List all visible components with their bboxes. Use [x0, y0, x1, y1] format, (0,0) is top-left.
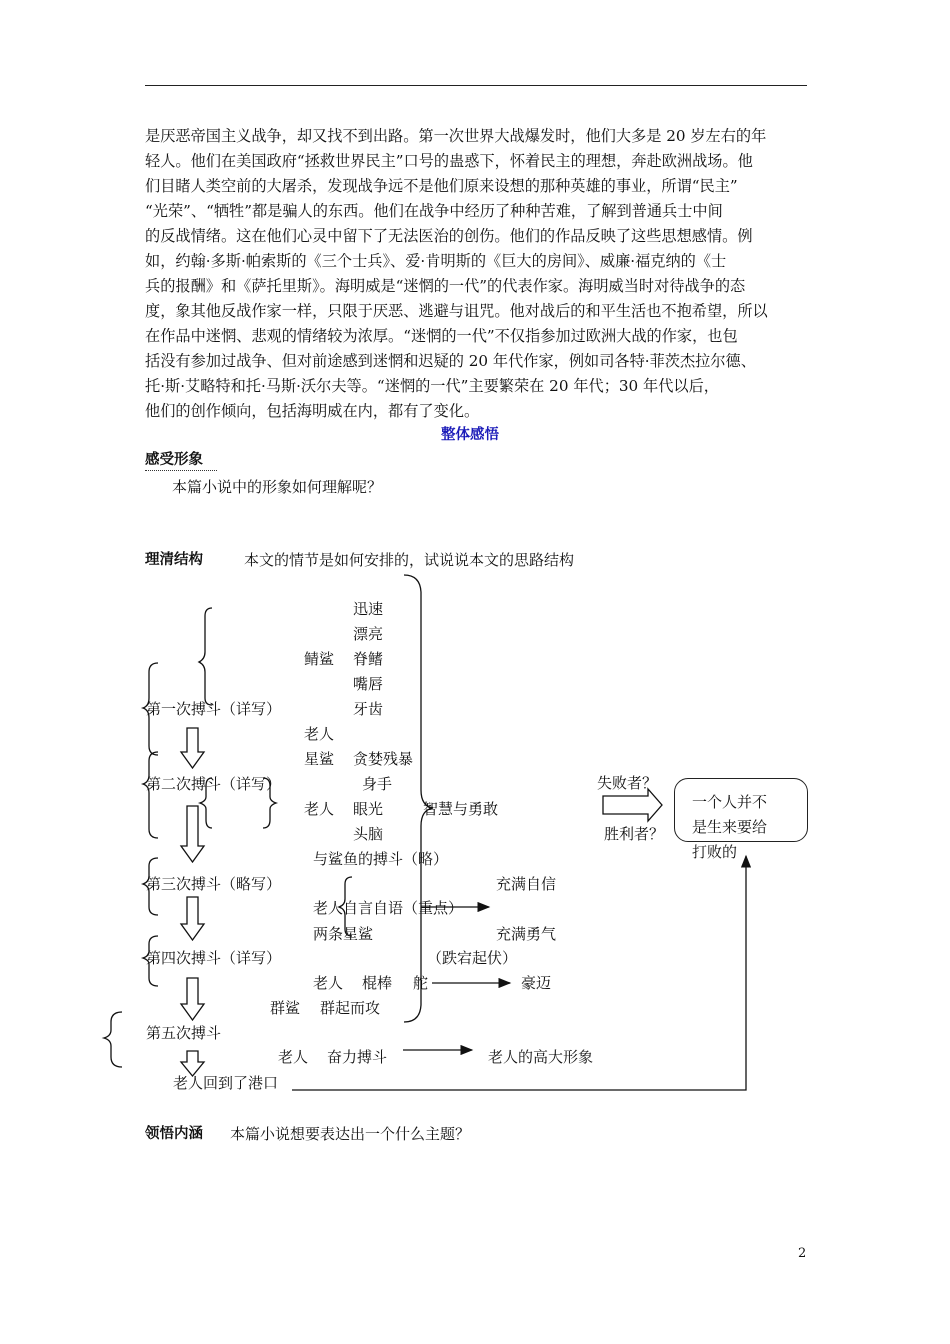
down-arrow-1: [181, 728, 204, 768]
brace-shark1: [199, 608, 212, 705]
fight-2: 第二次搏斗（详写）: [146, 775, 282, 793]
label-ups-downs: （跌宕起伏）: [427, 949, 518, 967]
trait-greedy: 贪婪残暴: [353, 750, 414, 768]
question-image: 本篇小说中的形象如何理解呢？: [172, 478, 383, 496]
label-attack: 群起而攻: [320, 999, 381, 1017]
page-number: 2: [798, 1246, 807, 1261]
question-theme: 本篇小说想要表达出一个什么主题？: [230, 1125, 471, 1143]
down-arrow-5: [181, 1051, 204, 1076]
body-line: 他们的创作倾向，包括海明威在内，都有了变化。: [145, 402, 480, 420]
body-line: 括没有参加过战争、但对前途感到迷惘和迟疑的 20 年代作家，例如司各特·菲茨杰拉尔德、: [145, 352, 756, 370]
label-winner: 胜利者？: [604, 825, 665, 843]
trait-skill: 身手: [362, 775, 393, 793]
body-line: 是厌恶帝国主义战争，却又找不到出路。第一次世界大战爆发时，他们大多是 20 岁左右的年: [145, 127, 767, 145]
trait-eye: 眼光: [353, 800, 384, 818]
down-arrow-3: [181, 897, 204, 940]
heading-feel-image: 感受形象: [145, 453, 217, 471]
trait-teeth: 牙齿: [353, 700, 384, 718]
label-loser: 失败者？: [597, 774, 658, 792]
conclusion-line: 打败的: [692, 843, 738, 861]
fight-1: 第一次搏斗（详写）: [146, 700, 282, 718]
down-arrow-4: [181, 978, 204, 1020]
body-line: 托·斯·艾略特和托·马斯·沃尔夫等。“迷惘的一代”主要繁荣在 20 年代；30 年代以后，: [145, 377, 719, 395]
brace-fight5: [104, 1012, 122, 1067]
label-struggle: 奋力搏斗: [327, 1048, 388, 1066]
trait-beautiful: 漂亮: [353, 625, 384, 643]
down-arrow-2: [181, 806, 204, 862]
label-courage: 充满勇气: [496, 925, 557, 943]
trait-lips: 嘴唇: [353, 675, 384, 693]
body-line: 如，约翰·多斯·帕索斯的《三个士兵》、爱·肯明斯的《巨大的房间》、威廉·福克纳的《士: [145, 252, 727, 270]
body-line: 们目睹人类空前的大屠杀，发现战争远不是他们原来设想的那种英雄的事业，所谓“民主”: [145, 177, 738, 195]
label-image: 老人的高大形象: [488, 1048, 594, 1066]
body-line: 的反战情绪。这在他们心灵中留下了无法医治的创伤。他们的作品反映了这些思想感情。例: [145, 227, 753, 245]
fight-3: 第三次搏斗（略写）: [146, 875, 282, 893]
right-arrow: [603, 789, 662, 821]
trait-fin: 脊鳍: [353, 650, 384, 668]
brace-fight2: [143, 752, 158, 838]
label-fish-fight: 与鲨鱼的搏斗（略）: [313, 850, 449, 868]
label-old-man: 老人: [278, 1048, 309, 1066]
conclusion-line: 一个人并不: [692, 793, 768, 811]
fight-5: 第五次搏斗: [146, 1024, 222, 1042]
section-title: 整体感悟: [441, 427, 499, 443]
body-line: 兵的报酬》和《萨托里斯》。海明威是“迷惘的一代”的代表作家。海明威当时对待战争的态: [145, 277, 746, 295]
body-line: “光荣”、“牺牲”都是骗人的东西。他们在战争中经历了种种苦难，了解到普通兵士中间: [145, 202, 723, 220]
label-heroic: 豪迈: [521, 974, 552, 992]
fight-4: 第四次搏斗（详写）: [146, 949, 282, 967]
label-self-talk: 老人自言自语（重点）: [313, 899, 464, 917]
heading-meaning: 领悟内涵: [145, 1126, 203, 1142]
label-confident: 充满自信: [496, 875, 557, 893]
shark-mako: 鲭鲨: [304, 650, 335, 668]
label-club: 棍棒: [362, 974, 393, 992]
conclusion-line: 是生来要给: [692, 818, 768, 836]
trait-brain: 头脑: [353, 825, 384, 843]
label-old-man: 老人: [304, 725, 335, 743]
body-line: 度，象其他反战作家一样，只限于厌恶、逃避与诅咒。他对战后的和平生活也不抱希望，所以: [145, 302, 768, 320]
label-return: 老人回到了港口: [173, 1074, 279, 1092]
label-wisdom: 智慧与勇敢: [423, 800, 499, 818]
label-rudder: 舵: [413, 974, 429, 992]
question-structure: 本文的情节是如何安排的，试说说本文的思路结构: [244, 551, 575, 569]
label-pack: 群鲨: [270, 999, 301, 1017]
shark-star: 星鲨: [304, 750, 335, 768]
label-old-man: 老人: [313, 974, 344, 992]
body-line: 轻人。他们在美国政府“拯救世界民主”口号的蛊惑下，怀着民主的理想，奔赴欧洲战场。他: [145, 152, 753, 170]
label-two-sharks: 两条星鲨: [313, 925, 374, 943]
heading-structure: 理清结构: [145, 552, 203, 568]
label-old-man: 老人: [304, 800, 335, 818]
trait-fast: 迅速: [353, 600, 384, 618]
body-line: 在作品中迷惘、悲观的情绪较为浓厚。“迷惘的一代”不仅指参加过欧洲大战的作家，也包: [145, 327, 738, 345]
